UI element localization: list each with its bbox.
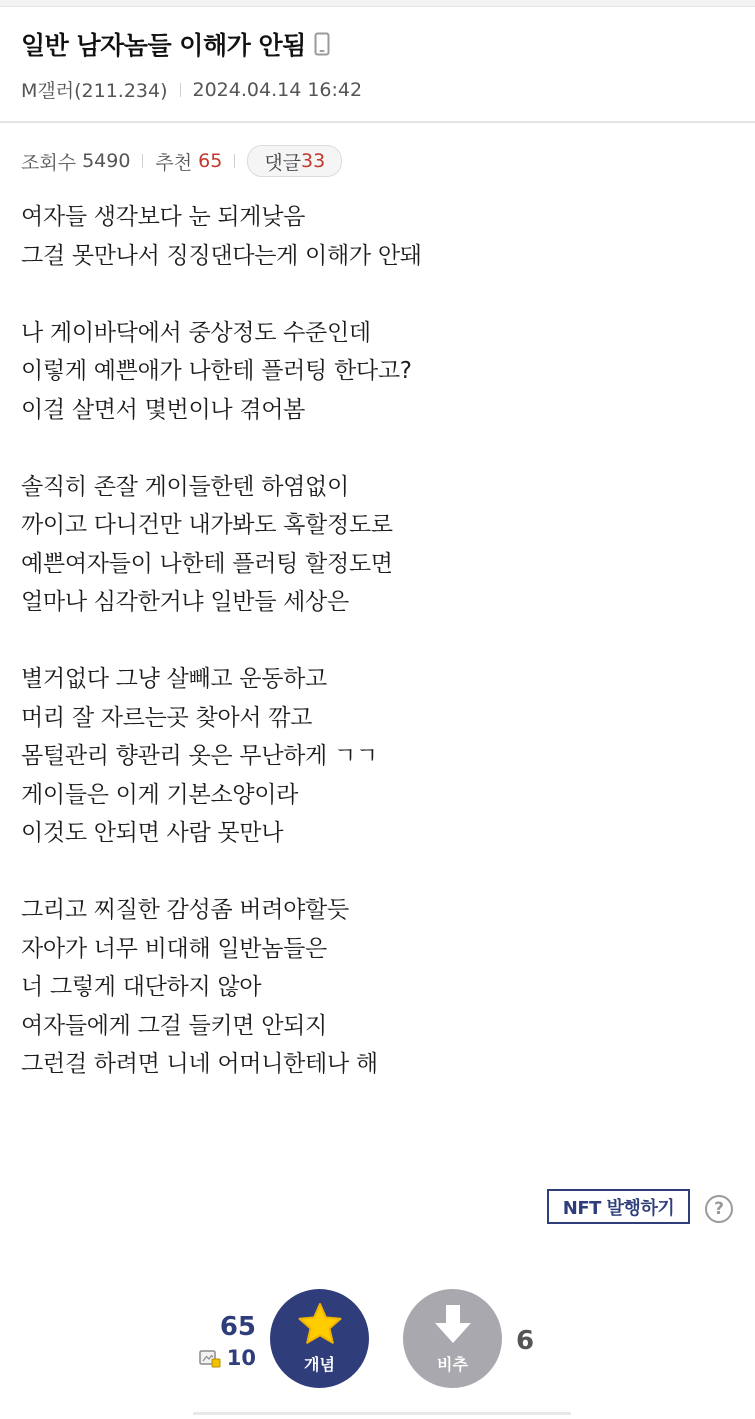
downvote-button[interactable] <box>403 1289 502 1388</box>
post-stats <box>21 146 342 176</box>
mobile-phone-icon <box>314 32 330 56</box>
fixed-recommend-count: 10 <box>226 1346 256 1370</box>
post-date: 2024.04.14 16:42 <box>192 78 363 101</box>
body-line: 까이고 다니건만 내가봐도 혹할정도로 <box>21 512 393 538</box>
body-line: 예쁜여자들이 나한테 플러팅 할정도면 <box>21 550 393 577</box>
body-line: 이걸 살면서 몇번이나 겪어봄 <box>21 396 306 423</box>
body-line: 게이들은 이게 기본소양이라 <box>21 781 299 808</box>
downvote-count: 6 <box>516 1326 535 1356</box>
fixed-user-icon <box>199 1349 221 1367</box>
body-line: 별거없다 그냥 살빼고 운동하고 <box>21 666 327 692</box>
fixed-recommend <box>200 1346 256 1370</box>
upvote-count: 65 <box>219 1312 256 1342</box>
comments-count: 33 <box>301 150 326 172</box>
bottom-divider <box>193 1412 571 1415</box>
views-label: 조회수 <box>21 151 77 174</box>
stats-divider <box>234 154 235 168</box>
views-count: 5490 <box>82 150 131 172</box>
recommend-count: 65 <box>198 150 223 172</box>
arrow-down-icon <box>431 1302 475 1350</box>
stats-divider <box>142 154 143 168</box>
body-blank-line <box>21 275 736 314</box>
body-line: 그런걸 하려면 니네 어머니한테나 해 <box>21 1051 378 1077</box>
downvote-label: 비추 <box>437 1355 468 1374</box>
body-line: 그걸 못만나서 징징댄다는게 이해가 안돼 <box>21 242 422 269</box>
header-divider <box>0 121 755 123</box>
author-name[interactable]: M갤러(211.234) <box>21 80 168 102</box>
body-line: 이렇게 예쁜애가 나한테 플러팅 한다고? <box>21 358 412 384</box>
body-blank-line <box>21 853 736 892</box>
body-line: 몸털관리 향관리 옷은 무난하게 ㄱㄱ <box>21 743 378 769</box>
comments-label: 댓글 <box>264 151 302 174</box>
body-line: 얼마나 심각한거냐 일반들 세상은 <box>21 589 349 615</box>
star-icon <box>297 1302 343 1350</box>
body-line: 너 그렇게 대단하지 않아 <box>21 974 262 1000</box>
meta-divider <box>180 83 181 97</box>
body-line: 나 게이바닥에서 중상정도 수준인데 <box>21 319 371 346</box>
comments-button[interactable] <box>247 145 342 177</box>
post-title <box>21 26 330 62</box>
body-line: 이것도 안되면 사람 못만나 <box>21 820 284 846</box>
body-line: 그리고 찌질한 감성좀 버려야할듯 <box>21 897 349 923</box>
post-body <box>21 198 736 1084</box>
body-line: 여자들 생각보다 눈 되게낮음 <box>21 204 306 230</box>
body-blank-line <box>21 429 736 468</box>
nft-issue-button[interactable]: NFT 발행하기 <box>547 1189 690 1224</box>
post-title-text: 일반 남자놈들 이해가 안됨 <box>21 31 306 60</box>
post-meta <box>21 76 362 103</box>
top-border <box>0 0 755 7</box>
recommend-label: 추천 <box>155 151 193 174</box>
body-line: 솔직히 존잘 게이들한텐 하염없이 <box>21 473 349 500</box>
upvote-button[interactable] <box>270 1289 369 1388</box>
body-blank-line <box>21 622 736 661</box>
upvote-label: 개념 <box>304 1355 335 1374</box>
body-line: 여자들에게 그걸 들키면 안되지 <box>21 1012 327 1039</box>
help-icon[interactable]: ? <box>705 1195 733 1223</box>
body-line: 자아가 너무 비대해 일반놈들은 <box>21 935 327 962</box>
body-line: 머리 잘 자르는곳 찾아서 깎고 <box>21 704 313 731</box>
